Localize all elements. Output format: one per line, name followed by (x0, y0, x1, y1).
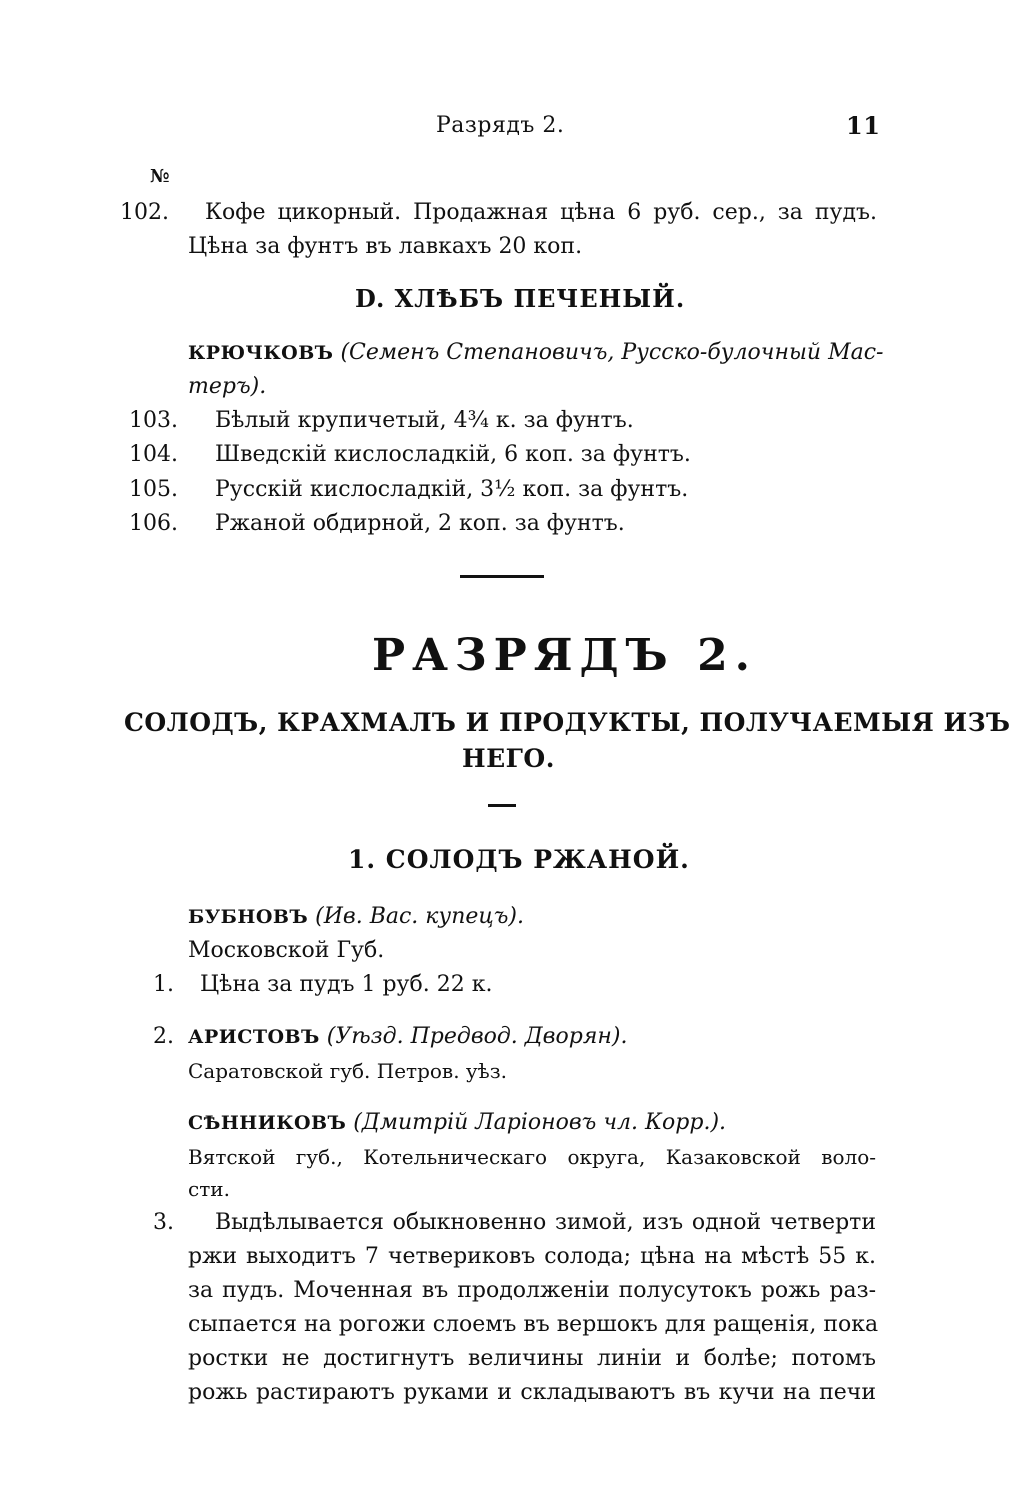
chapter-subtitle-line1 (124, 708, 1011, 737)
aristov-region: Саратовской губ. Петров. уѣз. (188, 1059, 508, 1083)
sennikov-line (188, 1106, 726, 1140)
bread-item-text: Бѣлый крупичетый, 4¾ к. за фунтъ. (215, 408, 634, 433)
entry-3-text: Выдѣлывается обыкновенно зимой, изъ одной четверти (215, 1210, 876, 1235)
sennikov-name: СѢННИКОВЪ (188, 1112, 347, 1134)
sennikov-region-line2: сти. (188, 1177, 230, 1201)
sennikov-region-line1 (188, 1140, 876, 1174)
sennikov-region-text: Вятской губ., Котельническаго округа, Казаковской воло- (188, 1145, 876, 1169)
short-dash (488, 804, 516, 807)
kryuchkov-desc: (Семенъ Степановичъ, Русско-булочный Мас- (340, 340, 884, 365)
aristov-name: АРИСТОВЪ (188, 1026, 320, 1048)
entry-3-text: рожь растираютъ руками и складываютъ въ кучи на печи (188, 1380, 876, 1405)
entry-3-line (188, 1342, 876, 1376)
entry-3-text: за пудъ. Моченная въ продолженіи полусутокъ рожь раз- (188, 1278, 876, 1303)
aristov-line (188, 1020, 627, 1054)
entry-3-text: ростки не достигнутъ величины линіи и болѣе; потомъ (188, 1346, 876, 1371)
bubnov-region: Московской Губ. (188, 938, 385, 963)
bread-item-text: Шведскій кислосладкій, 6 коп. за фунтъ. (215, 442, 691, 467)
bread-item-text: Ржаной обдирной, 2 коп. за фунтъ. (215, 511, 625, 536)
entry-number: 1. (153, 972, 174, 997)
entry-number: 2. (153, 1024, 174, 1049)
sennikov-desc: (Дмитрій Ларіоновъ чл. Корр.). (353, 1110, 727, 1135)
entry-3-line (188, 1376, 876, 1410)
entry-number: 3. (153, 1210, 174, 1235)
running-header: Разрядъ 2. (436, 113, 565, 138)
section-d-heading: D. ХЛѢБЪ ПЕЧЕНЫЙ. (355, 284, 686, 313)
page-number: 11 (846, 111, 881, 140)
number-sign: № (150, 166, 170, 187)
entry-3-line (215, 1206, 876, 1240)
entry-number: 105. (129, 477, 178, 502)
entry-3-line (188, 1240, 876, 1274)
entry-3-line (188, 1274, 876, 1308)
chapter-title: РАЗРЯДЪ 2. (372, 630, 758, 681)
decorative-rule (460, 575, 544, 578)
entry-3-text: ржи выходитъ 7 четвериковъ солода; цѣна на мѣстѣ 55 к. (188, 1244, 876, 1269)
kryuchkov-line1 (188, 336, 884, 370)
bubnov-desc: (Ив. Вас. купецъ). (315, 904, 524, 929)
aristov-desc: (Уѣзд. Предвод. Дворян). (326, 1024, 628, 1049)
entry-number: 106. (129, 511, 178, 536)
entry-3-line (188, 1308, 879, 1342)
chapter-subtitle-line2: НЕГО. (462, 744, 555, 773)
bubnov-name: БУБНОВЪ (188, 906, 309, 928)
entry-1-text: Цѣна за пудъ 1 руб. 22 к. (200, 972, 493, 997)
entry-3-text: сыпается на рогожи слоемъ въ вершокъ для ращенія, пока (188, 1312, 879, 1337)
entry-102-text1: Кофе цикорный. Продажная цѣна 6 руб. сер., за пудъ. (205, 200, 877, 225)
entry-102-line2: Цѣна за фунтъ въ лавкахъ 20 коп. (188, 234, 583, 259)
section-1-heading: 1. СОЛОДЪ РЖАНОЙ. (348, 845, 690, 874)
entry-number-102: 102. (120, 200, 169, 225)
bubnov-line (188, 900, 524, 934)
entry-102-line1 (205, 196, 877, 230)
chapter-subtitle-text: СОЛОДЪ, КРАХМАЛЪ И ПРОДУКТЫ, ПОЛУЧАЕМЫЯ ИЗЪ (124, 708, 1011, 737)
kryuchkov-desc-cont: теръ). (188, 374, 267, 399)
bread-item-text: Русскій кислосладкій, 3½ коп. за фунтъ. (215, 477, 689, 502)
kryuchkov-name: КРЮЧКОВЪ (188, 342, 334, 364)
entry-number: 104. (129, 442, 178, 467)
entry-number: 103. (129, 408, 178, 433)
